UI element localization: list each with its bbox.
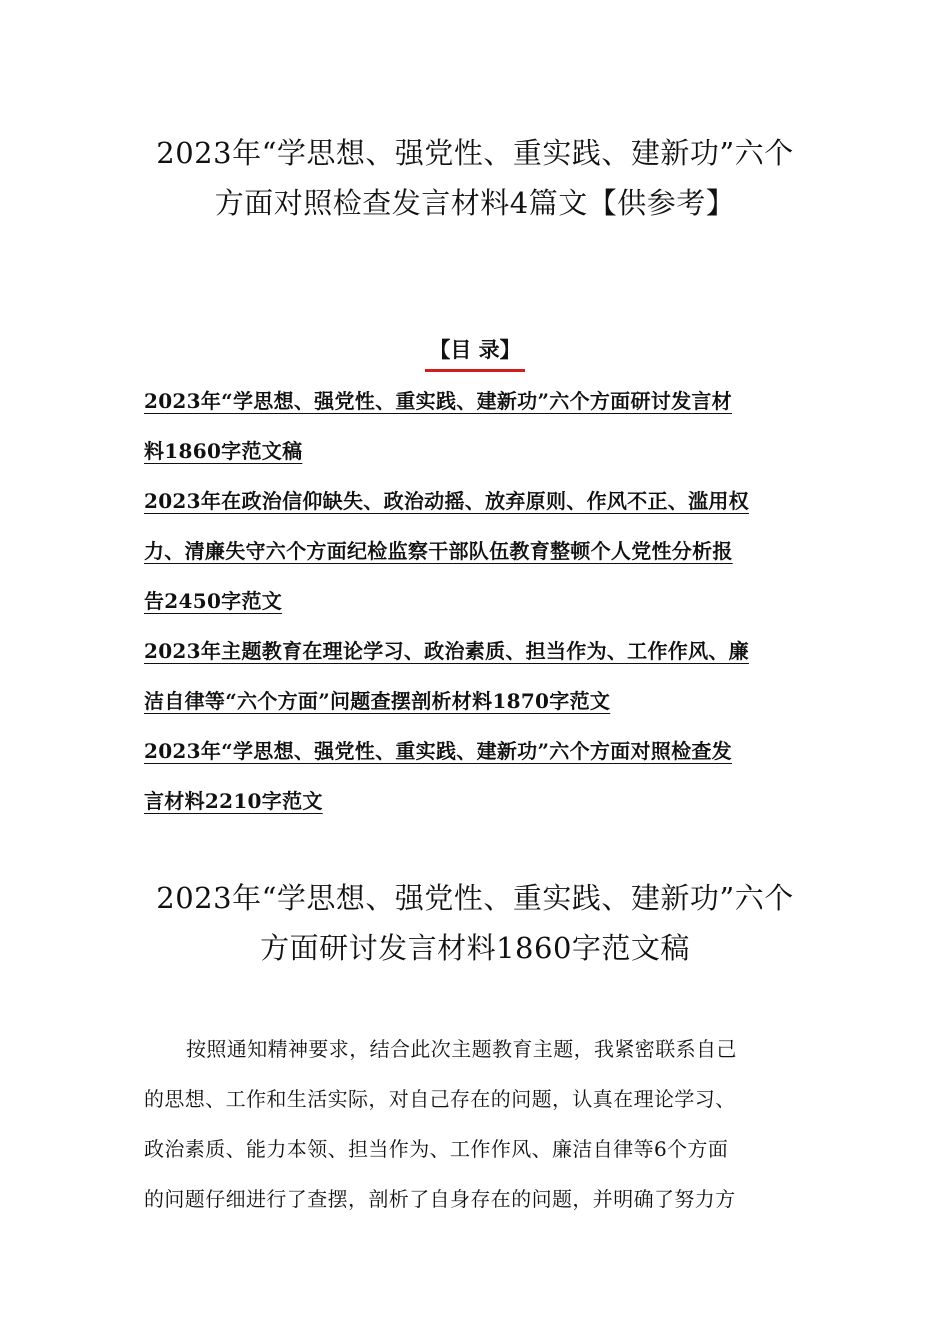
body-line-3: 政治素质、能力本领、担当作为、工作作风、廉洁自律等6个方面 [144, 1137, 729, 1161]
toc-link-3[interactable] [144, 626, 804, 726]
toc-heading-label: 【目 录】 [425, 332, 524, 372]
toc-link-2-line-2[interactable]: 力、清廉失守六个方面纪检监察干部队伍教育整顿个人党性分析报 [144, 539, 733, 563]
document-title-line-1: 2023年“学思想、强党性、重实践、建新功”六个 [156, 136, 794, 170]
toc-link-3-line-2[interactable]: 洁自律等“六个方面”问题查摆剖析材料1870字范文 [144, 689, 611, 713]
toc-link-2-line-3[interactable]: 告2450字范文 [144, 589, 283, 613]
document-title-line-2: 方面对照检查发言材料4篇文【供参考】 [214, 186, 736, 220]
body-line-4: 的问题仔细进行了查摆，剖析了自身存在的问题，并明确了努力方 [144, 1187, 736, 1211]
toc-link-4-line-1[interactable]: 2023年“学思想、强党性、重实践、建新功”六个方面对照检查发 [144, 739, 732, 763]
article-title [120, 873, 830, 973]
toc-heading [0, 332, 950, 372]
toc-link-1-line-2[interactable]: 料1860字范文稿 [144, 439, 303, 463]
article-title-line-1: 2023年“学思想、强党性、重实践、建新功”六个 [156, 881, 794, 915]
toc-link-2[interactable] [144, 476, 804, 626]
toc-link-4[interactable] [144, 726, 804, 826]
body-line-1: 按照通知精神要求，结合此次主题教育主题，我紧密联系自己 [186, 1037, 737, 1061]
table-of-contents [144, 376, 804, 826]
toc-link-3-line-1[interactable]: 2023年主题教育在理论学习、政治素质、担当作为、工作作风、廉 [144, 639, 749, 663]
toc-link-2-line-1[interactable]: 2023年在政治信仰缺失、政治动摇、放弃原则、作风不正、滥用权 [144, 489, 749, 513]
article-title-line-2: 方面研讨发言材料1860字范文稿 [260, 931, 690, 965]
toc-link-1[interactable] [144, 376, 804, 476]
body-line-2: 的思想、工作和生活实际，对自己存在的问题，认真在理论学习、 [144, 1087, 736, 1111]
document-title [120, 128, 830, 228]
toc-link-1-line-1[interactable]: 2023年“学思想、强党性、重实践、建新功”六个方面研讨发言材 [144, 389, 732, 413]
article-body [144, 1024, 814, 1224]
toc-link-4-line-2[interactable]: 言材料2210字范文 [144, 789, 323, 813]
